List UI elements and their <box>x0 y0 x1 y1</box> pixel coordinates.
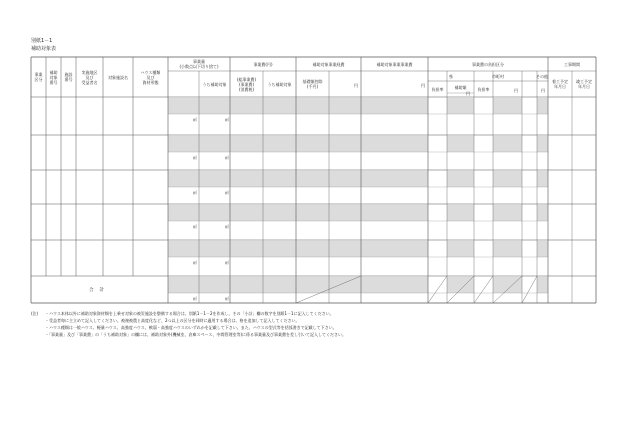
col-burden-rate-muni: 負担率 <box>477 86 490 92</box>
col-project-cost: 事業費(円) <box>253 61 273 67</box>
col-total-project-cost: (総事業費) (事業費) (消費税) <box>236 76 257 92</box>
col-target-name: 対象施設名 <box>108 74 128 80</box>
col-subsidy-project-cost: 補助対象事業事業費 <box>376 61 413 67</box>
col-subsidy-eligible-cost: 補助対象事業経費 <box>312 61 345 67</box>
unit-yen-others: 円 <box>541 88 545 93</box>
col-others: その他 <box>536 73 548 79</box>
note-line-4 <box>31 332 611 339</box>
note-text-3: ・ハウス種類は一般ハウス、軽量ハウス、高強度ハウス、軟弱・高強度ハウスのいずれかを記載して下さい。また、ハウスの型式等を括弧書きで記載して下さい。 <box>45 324 337 330</box>
col-subsidy-target-cost: うち補助対象 <box>267 81 292 87</box>
document-title: 補助対象表 <box>31 46 57 52</box>
col-prefecture: 県 <box>449 73 453 79</box>
sqm-unit-total-row-3: ㎡ <box>193 190 197 195</box>
col-cost-burden: 事業費の負担区分 <box>472 61 504 67</box>
unit-yen-pref: 円 <box>466 91 470 96</box>
note-line-2 <box>31 318 611 325</box>
sqm-unit-subsidy-row-6: ㎡ <box>225 296 229 301</box>
note-line-1 <box>31 311 611 318</box>
col-standard-cost: 基礎額控除 (千円) <box>302 79 323 89</box>
col-project-quantity: 事業量 (小数点以下切り捨て) <box>179 59 219 69</box>
total-label: 合計 <box>89 287 110 293</box>
sqm-unit-subsidy-row-3: ㎡ <box>225 190 229 195</box>
sqm-unit-total-row-5: ㎡ <box>193 260 197 265</box>
col-subsidy-amount-pref: 補助額 <box>454 84 467 90</box>
col-construction-period: 工事期間 <box>564 61 580 67</box>
form-number: 別紙1－1 <box>31 38 53 44</box>
col-start-date: 着工予定 年月日 <box>552 79 568 89</box>
sqm-unit-subsidy-row-4: ㎡ <box>225 224 229 229</box>
col-burden-rate-pref: 負担率 <box>431 86 444 92</box>
sqm-unit-total-row-1: ㎡ <box>193 117 197 122</box>
sqm-unit-total-row-6: ㎡ <box>193 296 197 301</box>
col-completion-date: 竣工予定 年月日 <box>576 79 592 89</box>
col-house-type: ハウス種類 及び 資材形態 <box>140 69 161 85</box>
col-subsidy-target-number: 補助 対象 番号 <box>49 69 58 85</box>
col-subsidy-target-qty: うち補助対象 <box>202 81 227 87</box>
col-facility-number: 施設 番号 <box>64 72 73 82</box>
note-text-4: ・「事業量」及び「事業費」の「うち補助対象」の欄には、補助対象外(機械室、倉庫スペース、中間管理室等)に係る事業量及び事業費を差し引いて記入してください。 <box>45 331 347 337</box>
notes-prefix: (注) <box>31 311 39 316</box>
unit-yen-eligible: 円 <box>354 83 358 88</box>
sqm-unit-total-row-4: ㎡ <box>193 224 197 229</box>
col-area-recipient: 実施地区 及び 受益者名 <box>81 69 98 85</box>
note-text-2: ・受益者毎に主立めて記入してください。被複被農と高度化など、2つ以上の区分を同時に適用する場合は、格を追加して記入してください。 <box>45 317 300 323</box>
sqm-unit-subsidy-row-1: ㎡ <box>225 117 229 122</box>
sqm-unit-total-row-2: ㎡ <box>193 155 197 160</box>
col-municipality: 市町村 <box>492 73 504 79</box>
note-line-3 <box>31 325 611 332</box>
sqm-unit-subsidy-row-2: ㎡ <box>225 155 229 160</box>
note-text-1: ・ハウス本体以外に補助対象資材類を上乗せ対象の被災施設を整備する場合は、別紙1－1－2を作成し、その「小計」欄の数字を別紙1－1に記入してください。 <box>45 311 334 316</box>
unit-yen-muni: 円 <box>514 88 518 93</box>
sqm-unit-subsidy-row-5: ㎡ <box>225 260 229 265</box>
col-project-category: 事業 区分 <box>34 72 43 82</box>
unit-yen-project: 円 <box>421 83 425 88</box>
notes <box>31 311 611 339</box>
